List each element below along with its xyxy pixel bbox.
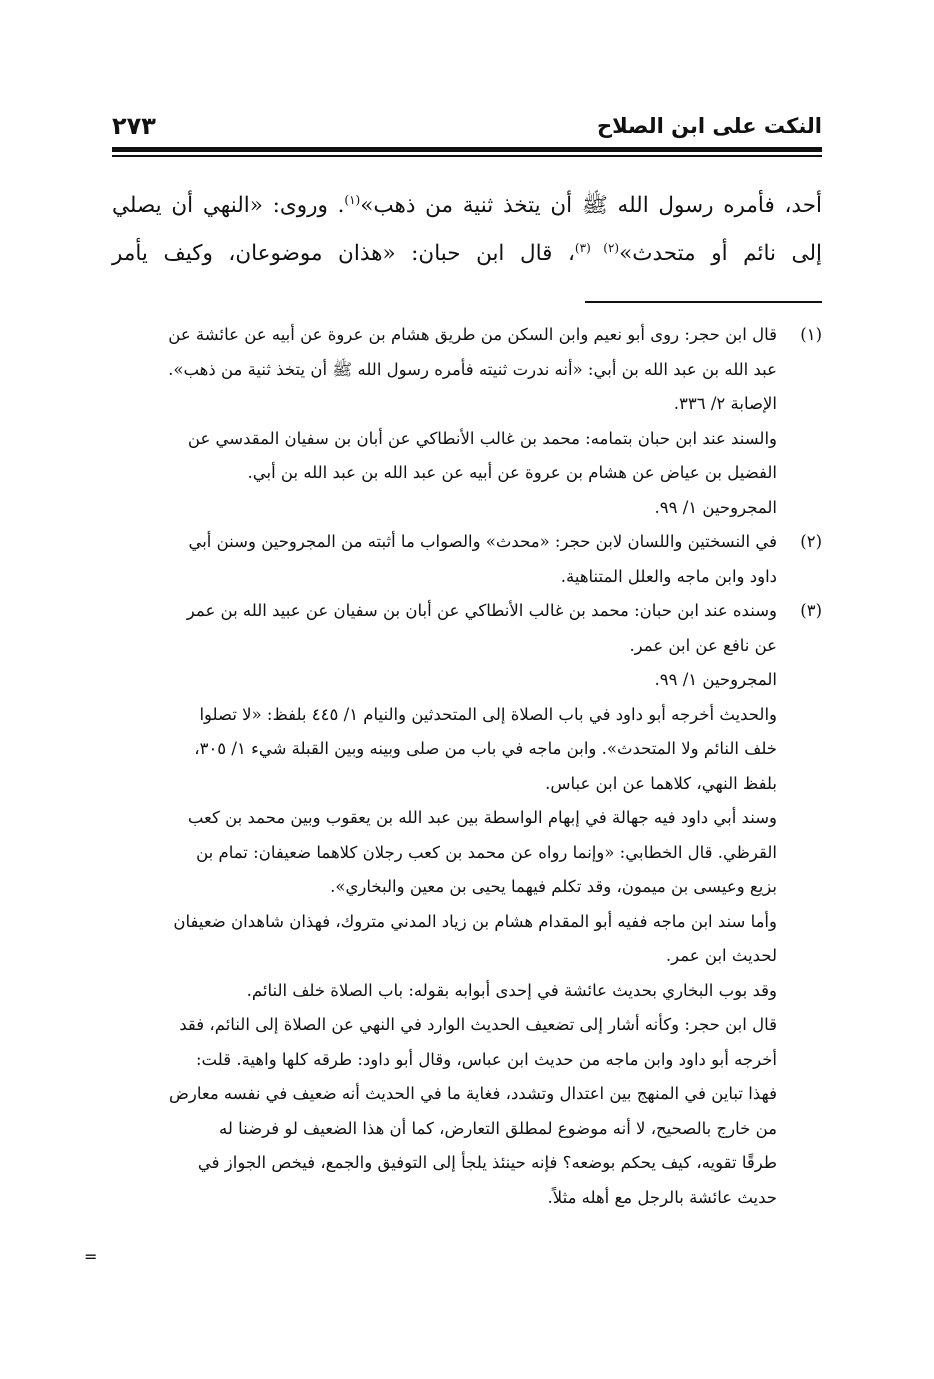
footnote-line [112, 939, 822, 974]
footnote-text: القرظي. قال الخطابي: «وإنما رواه عن محمد بن كعب رجلان كلاهما ضعيفان: تمام بن [196, 842, 777, 862]
footnote-text: من خارج بالصحيح، لا أنه موضوع لمطلق التعارض، كما أن هذا الضعيف لو فرضنا له [219, 1118, 777, 1138]
footnote-text: وسند أبي داود فيه جهالة في إبهام الواسطة بين عبد الله بن يعقوب وبين محمد بن كعب [187, 808, 777, 827]
footnote-line [112, 801, 822, 836]
footnote-text: وأما سند ابن ماجه ففيه أبو المقدام هشام بن زياد المدني متروك، فهذان شاهدان ضعيفان [173, 911, 777, 931]
footnote-line [112, 767, 822, 802]
footnote-line [112, 1112, 822, 1147]
footnote-line [112, 1181, 822, 1216]
footnote-ref-1[interactable]: (١) [344, 192, 361, 207]
footnote-number: (١) [800, 325, 822, 344]
footnote-line [112, 732, 822, 767]
footnote-line [112, 1043, 822, 1078]
footnote-text: أخرجه أبو داود وابن ماجه من حديث ابن عباس، وقال أبو داود: طرقه كلها واهية. قلت: [195, 1049, 777, 1069]
footnote-line [112, 974, 822, 1009]
footnote-text: الإصابة ٢/ ٣٣٦. [673, 394, 777, 413]
footnote-text: بزيع وعيسى بن ميمون، وقد تكلم فيهما يحيى بن معين والبخاري». [330, 877, 777, 896]
footnote-line [112, 491, 822, 526]
footnote-separator [585, 301, 822, 303]
footnote-line [112, 456, 822, 491]
footnote-line [112, 318, 822, 353]
footnote-text: المجروحين ١/ ٩٩. [654, 497, 777, 517]
header-rule-thin [112, 155, 822, 157]
footnote-text: وسنده عند ابن حبان: محمد بن غالب الأنطاكي عن أبان بن سفيان عن عبيد الله بن عمر [186, 601, 777, 620]
main-text-line-2: إلى نائم أو متحدث»$^{(٢) (٣)}$، قال ابن حبان: «هذان موضوعان، وكيف يأمر [112, 240, 822, 266]
page-number: ٢٧٣ [112, 112, 156, 140]
page-header [112, 108, 822, 148]
footnote-line [112, 422, 822, 457]
footnote-text: داود وابن ماجه والعلل المتناهية. [560, 566, 777, 586]
footnote-text: والسند عند ابن حبان بتمامه: محمد بن غالب الأنطاكي عن أبان بن سفيان المقدسي عن [187, 428, 777, 448]
footnote-number: (٣) [800, 601, 822, 620]
footnote-line [112, 1146, 822, 1181]
footnote-text: الفضيل بن عياض عن هشام بن عروة عن أبيه عن عبد الله بن عبد الله بن أبي. [247, 463, 777, 482]
footnote-ref-2-3[interactable]: (٢) (٣) [574, 240, 620, 255]
footnote-line [112, 525, 822, 560]
footnote-line [112, 560, 822, 595]
footnote-text: بلفظ النهي، كلاهما عن ابن عباس. [545, 773, 777, 793]
footnote-line [112, 387, 822, 422]
footnote-text: المجروحين ١/ ٩٩. [654, 670, 777, 689]
footnote-text: قال ابن حجر: وكأنه أشار إلى تضعيف الحديث الوارد في النهي عن الصلاة إلى النائم، فقد [179, 1015, 777, 1034]
footnote-line [112, 836, 822, 871]
footnote-text: عن نافع عن ابن عمر. [629, 635, 777, 655]
book-title: النكت على ابن الصلاح [596, 114, 822, 138]
footnote-text: في النسختين واللسان لابن حجر: «محدث» والصواب ما أثبته من المجروحين وسنن أبي [188, 532, 777, 551]
footnote-line [112, 1077, 822, 1112]
footnote-text: حديث عائشة بالرجل مع أهله مثلاً. [547, 1187, 777, 1207]
footnote-line [112, 1008, 822, 1043]
footnote-text: وقد بوب البخاري بحديث عائشة في إحدى أبوابه بقوله: باب الصلاة خلف النائم. [246, 980, 777, 1000]
footnote-line [112, 353, 822, 388]
main-text-line-1: أحد، فأمره رسول الله ﷺ أن يتخذ ثنية من ذهب»$^{(١)}$. وروى: «النهي أن يصلي [112, 192, 822, 218]
footnote-text: عبد الله بن عبد الله بن أبي: «أنه ندرت ثنيته فأمره رسول الله ﷺ أن يتخذ ثنية من ذهب». [168, 359, 777, 379]
footnotes [112, 318, 822, 1215]
footnote-line [112, 870, 822, 905]
footnote-number: (٢) [800, 532, 822, 551]
footnote-text: لحديث ابن عمر. [665, 946, 777, 965]
footnote-text: والحديث أخرجه أبو داود في باب الصلاة إلى المتحدثين والنيام ١/ ٤٤٥ بلفظ: «لا تصلوا [199, 704, 777, 724]
main-text [112, 182, 822, 278]
footnote-line [112, 905, 822, 940]
footnote-line [112, 629, 822, 664]
footnote-line [112, 698, 822, 733]
footnote-text: فهذا تباين في المنهج بين اعتدال وتشدد، فغاية ما في الحديث أنه ضعيف في نفسه معارض [168, 1084, 777, 1103]
continuation-mark: = [84, 1247, 98, 1266]
footnote-line [112, 594, 822, 629]
footnote-text: خلف النائم ولا المتحدث». وابن ماجه في باب من صلى وبينه وبين القبلة شيء ١/ ٣٠٥، [194, 739, 777, 758]
header-rule-thick [112, 147, 822, 152]
footnote-line [112, 663, 822, 698]
footnote-text: قال ابن حجر: روى أبو نعيم وابن السكن من طريق هشام بن عروة عن أبيه عن عائشة عن [168, 325, 777, 344]
footnote-text: طرقًا تقويه، كيف يحكم بوضعه؟ فإنه حينئذ يلجأ إلى التوفيق والجمع، فيخص الجواز في [197, 1153, 777, 1172]
